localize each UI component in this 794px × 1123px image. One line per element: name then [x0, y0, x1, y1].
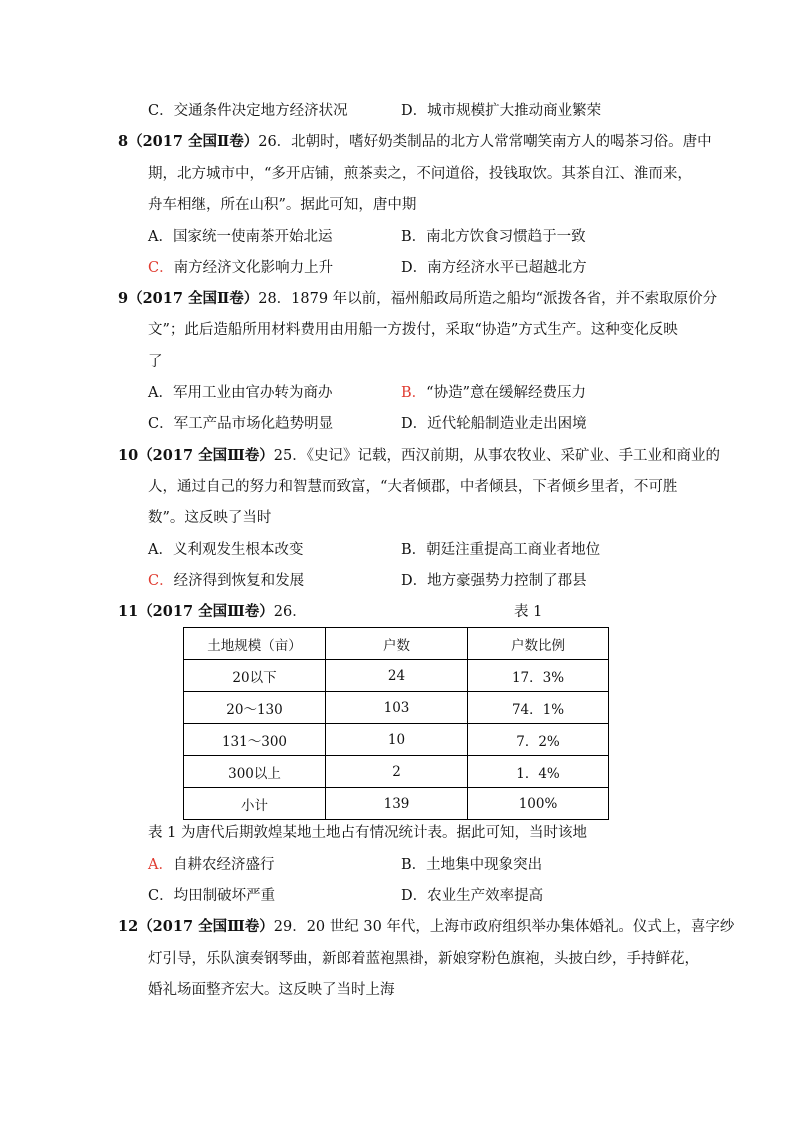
table-cell: 2 — [326, 756, 468, 788]
q8-option-b[interactable] — [401, 227, 586, 247]
option-letter: C． — [148, 103, 174, 119]
answer-option-letter: A． — [148, 857, 173, 873]
q9-stem-line1 — [118, 289, 717, 309]
option-letter: A． — [148, 385, 173, 401]
table-header-cell: 户数比例 — [468, 628, 609, 660]
question-number: 12 — [118, 918, 139, 935]
table-cell: 1．4% — [468, 756, 609, 788]
q10-stem-line3: 数”。这反映了当时 — [148, 510, 272, 526]
q8-option-a[interactable] — [148, 227, 332, 247]
stem-text: 28．1879 年以前，福州船政局所造之船均“派拨各省，并不索取原价分 — [258, 291, 718, 307]
option-letter: B． — [401, 229, 427, 245]
q10-option-d[interactable] — [401, 571, 587, 591]
table-header-cell: 土地规模（亩） — [184, 628, 326, 660]
q8-stem-line2: 期，北方城市中，“多开店铺，煎茶卖之，不问道俗，投钱取饮。其茶自江、淮而来， — [148, 166, 692, 182]
q10-option-c[interactable] — [148, 571, 304, 591]
q10-option-b[interactable] — [401, 540, 600, 560]
table-row — [184, 756, 609, 788]
option-letter: A． — [148, 229, 173, 245]
table-row — [184, 692, 609, 724]
q10-stem-line2: 人，通过自己的努力和智慧而致富，“大者倾郡，中者倾县，下者倾乡里者，不可胜 — [148, 479, 678, 495]
option-letter: D． — [401, 416, 428, 432]
option-text: 城市规模扩大推动商业繁荣 — [427, 103, 602, 119]
table-cell: 100% — [468, 788, 609, 820]
q12-stem-line3: 婚礼场面整齐宏大。这反映了当时上海 — [148, 982, 395, 998]
table-cell: 17．3% — [468, 660, 609, 692]
option-text: 交通条件决定地方经济状况 — [173, 103, 348, 119]
table-cell: 7．2% — [468, 724, 609, 756]
table-row — [184, 788, 609, 820]
option-text: 自耕农经济盛行 — [172, 857, 275, 873]
q9-option-d[interactable] — [401, 414, 587, 434]
question-source: （2017 全国Ⅲ卷） — [138, 447, 274, 464]
q12-stem-line2: 灯引导，乐队演奏钢琴曲，新郎着蓝袍黑褂，新娘穿粉色旗袍，头披白纱，手持鲜花， — [148, 951, 699, 967]
option-letter: D． — [401, 888, 428, 904]
option-letter: C． — [148, 888, 174, 904]
question-source: （2017 全国Ⅱ卷） — [128, 133, 259, 150]
table-cell: 139 — [326, 788, 468, 820]
q7-option-c[interactable] — [148, 101, 348, 121]
q9-stem-line3: 了 — [148, 354, 163, 370]
option-letter: D． — [401, 103, 428, 119]
option-text: 南方经济水平已超越北方 — [427, 260, 587, 276]
answer-option-letter: B． — [401, 385, 427, 401]
q10-option-a[interactable] — [148, 540, 303, 560]
table-cell: 103 — [326, 692, 468, 724]
option-text: 军工产品市场化趋势明显 — [173, 416, 334, 432]
option-letter: D． — [401, 260, 428, 276]
table-caption: 表 1 — [514, 604, 543, 620]
option-text: 农业生产效率提高 — [427, 888, 544, 904]
option-letter: B． — [401, 542, 427, 558]
q9-option-c[interactable] — [148, 414, 333, 434]
option-text: 朝廷注重提高工商业者地位 — [426, 542, 601, 558]
option-text: 土地集中现象突出 — [426, 857, 543, 873]
q8-option-c[interactable] — [148, 258, 333, 278]
option-letter: B． — [401, 857, 427, 873]
q9-option-b[interactable] — [401, 383, 586, 403]
q8-stem-line1 — [118, 132, 712, 152]
option-text: “协造”意在缓解经费压力 — [426, 385, 586, 401]
q11-option-a[interactable] — [148, 855, 274, 875]
q12-stem-line1 — [118, 917, 734, 937]
table-cell: 24 — [326, 660, 468, 692]
q9-option-a[interactable] — [148, 383, 332, 403]
option-text: 均田制破坏严重 — [173, 888, 276, 904]
table-cell: 20～130 — [184, 692, 326, 724]
q8-stem-line3: 舟车相继，所在山积”。据此可知，唐中期 — [148, 197, 417, 213]
q11-option-b[interactable] — [401, 855, 542, 875]
stem-text: 29．20 世纪 30 年代，上海市政府组织举办集体婚礼。仪式上，喜字纱 — [273, 919, 735, 935]
option-letter: A． — [148, 542, 173, 558]
table-header-cell: 户数 — [326, 628, 468, 660]
question-number: 9 — [118, 290, 129, 307]
answer-option-letter: C． — [148, 260, 174, 276]
option-text: 近代轮船制造业走出困境 — [427, 416, 587, 432]
table-cell: 20以下 — [184, 660, 326, 692]
table-cell: 74．1% — [468, 692, 609, 724]
option-letter: C． — [148, 416, 174, 432]
option-text: 地方豪强势力控制了郡县 — [427, 573, 587, 589]
q9-stem-line2: 文”；此后造船所用材料费用由用船一方拨付，采取“协造”方式生产。这种变化反映 — [148, 322, 678, 338]
option-letter: D． — [401, 573, 428, 589]
option-text: 南方经济文化影响力上升 — [173, 260, 334, 276]
option-text: 国家统一使南茶开始北运 — [172, 229, 333, 245]
q11-stem-line1 — [118, 602, 307, 622]
q11-option-c[interactable] — [148, 886, 275, 906]
question-source: （2017 全国Ⅲ卷） — [138, 603, 274, 620]
table-header-row — [184, 628, 609, 660]
question-number: 10 — [118, 447, 139, 464]
q11-stem-text: 表 1 为唐代后期敦煌某地土地占有情况统计表。据此可知，当时该地 — [148, 825, 587, 841]
answer-option-letter: C． — [148, 573, 174, 589]
table-row — [184, 724, 609, 756]
option-text: 义利观发生根本改变 — [172, 542, 304, 558]
stem-text: 26． — [273, 604, 307, 620]
question-number: 8 — [118, 133, 129, 150]
option-text: 经济得到恢复和发展 — [173, 573, 305, 589]
q11-option-d[interactable] — [401, 886, 543, 906]
question-source: （2017 全国Ⅱ卷） — [128, 290, 259, 307]
table-cell: 300以上 — [184, 756, 326, 788]
stem-text: 25．《史记》记载，西汉前期，从事农牧业、采矿业、手工业和商业的 — [273, 448, 720, 464]
q7-option-d[interactable] — [401, 101, 601, 121]
table-cell: 131～300 — [184, 724, 326, 756]
question-number: 11 — [118, 603, 139, 620]
table-row — [184, 660, 609, 692]
q8-option-d[interactable] — [401, 258, 587, 278]
table-cell: 10 — [326, 724, 468, 756]
table-cell: 小计 — [184, 788, 326, 820]
option-text: 南北方饮食习惯趋于一致 — [426, 229, 586, 245]
option-text: 军用工业由官办转为商办 — [172, 385, 333, 401]
land-statistics-table — [183, 627, 609, 820]
stem-text: 26．北朝时，嗜好奶类制品的北方人常常嘲笑南方人的喝茶习俗。唐中 — [258, 134, 712, 150]
question-source: （2017 全国Ⅲ卷） — [138, 918, 274, 935]
q10-stem-line1 — [118, 446, 720, 466]
